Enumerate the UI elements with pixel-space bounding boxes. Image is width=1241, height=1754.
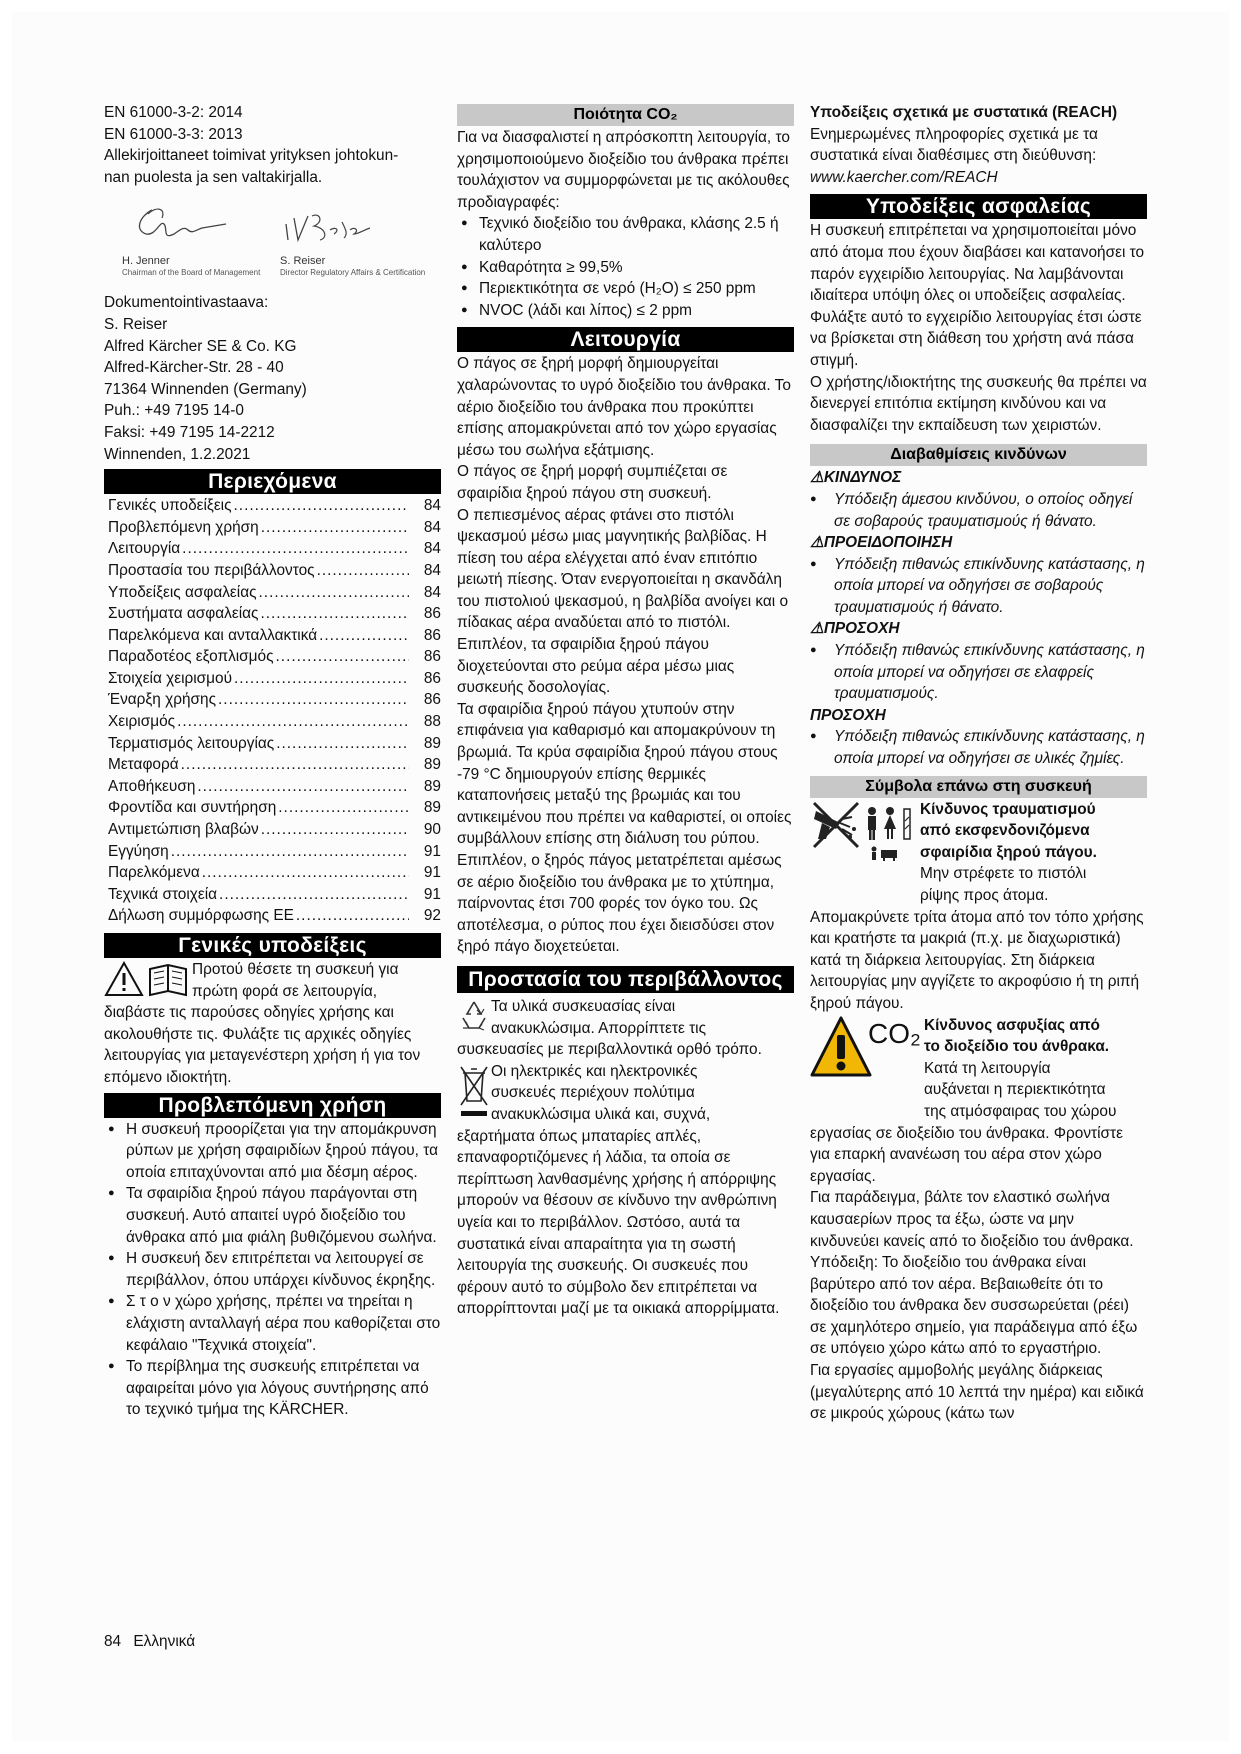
symbol-text-line: Κατά τη λειτουργία	[924, 1059, 1051, 1077]
handwritten-signature-icon	[122, 200, 232, 248]
address-line: Faksi: +49 7195 14-2212	[104, 423, 275, 441]
toc-title: Στοιχεία χειρισμού	[108, 669, 233, 687]
toc-title: Λειτουργία	[108, 540, 181, 558]
toc-entry[interactable]	[104, 560, 441, 582]
section-heading-intended-use: Προβλεπόμενη χρήση	[104, 1093, 441, 1118]
toc-page: 86	[423, 605, 441, 623]
section-heading-co2-quality: Ποιότητα CO₂	[457, 104, 794, 126]
paragraph: εξαρτήματα όπως μπαταρίες απλές, επαναφορτιζόμενες ή λάδια, τα οποία σε περίπτωση λανθασμένης χρήσης ή απόρριψης μπορούν να θέσουν σε κίνδυνο την ανθρώπινη υγεία και το περιβάλλον. Ωστόσο, αυτά τα συστατικά είναι απαραίτητα για τη σωστή λειτουργία της συσκευής. Οι συσκευές που φέρουν αυτό το σύμβολο δεν επιτρέπεται να απορρίπτονται μαζί με τα οικιακά απορρίμματα.	[457, 1127, 780, 1318]
intro-line: EN 61000-3-2: 2014	[104, 104, 243, 121]
toc-page: 84	[423, 518, 441, 536]
recycle-text-line: Τα υλικά συσκευασίας είναι	[491, 997, 676, 1015]
toc-title: Τερματισμός λειτουργίας	[108, 734, 275, 752]
handwritten-signature-icon	[280, 200, 380, 248]
signer-name: H. Jenner	[122, 254, 170, 267]
toc-entry[interactable]	[104, 538, 441, 560]
toc-entry[interactable]	[104, 625, 441, 647]
list-item: ● Περιεκτικότητα σε νερό (H₂O) ≤ 250 ppm	[457, 278, 794, 300]
hazard-level	[810, 532, 1147, 618]
symbol-asphyxiation-warning	[810, 1015, 1147, 1123]
address-line: Dokumentointivastaava:	[104, 294, 269, 312]
toc-page: 89	[423, 799, 441, 817]
list-item: ● Η συσκευή προορίζεται για την απομάκρυνση ρύπων με χρήση σφαιριδίων ξηρού πάγου, τα οποία επιταχύνονται από μια δέσμη αέρος.	[104, 1119, 441, 1184]
co2-warning-pictogram	[810, 1015, 924, 1093]
list-item: ● Τα σφαιρίδια ξηρού πάγου παράγονται στη συσκευή. Αυτό απαιτεί υγρό διοξείδιο του άνθρακα από μια φιάλη βυθιζόμενου σωλήνα.	[104, 1183, 441, 1248]
footer-language: Ελληνικά	[133, 1633, 196, 1650]
toc-entry[interactable]	[104, 776, 441, 798]
toc-page: 86	[423, 669, 441, 687]
hazard-text: ● Υπόδειξη πιθανώς επικίνδυνης κατάστασης, η οποία μπορεί να οδηγήσει σε υλικές ζημίες.	[810, 726, 1147, 769]
address-line: Alfred-Kärcher-Str. 28 - 40	[104, 359, 284, 377]
toc-entry[interactable]	[104, 517, 441, 539]
paragraph: Απομακρύνετε τρίτα άτομα από τον τόπο χρήσης και κρατήστε τα μακριά (π.χ. με διαχωριστικά) κατά τη διάρκεια λειτουργίας. Στη διάρκεια λειτουργίας μην αγγίζετε το ακροφύσιο ή τη ριπή ξηρού πάγου.	[810, 908, 1144, 1012]
toc-page: 86	[423, 691, 441, 709]
toc-entry[interactable]	[104, 862, 441, 884]
section-heading-environment: Προστασία του περιβάλλοντος	[457, 966, 794, 993]
toc-page: 84	[423, 561, 441, 579]
toc-entry[interactable]	[104, 668, 441, 690]
section-heading-device-symbols: Σύμβολα επάνω στη συσκευή	[810, 776, 1147, 798]
toc-page: 84	[423, 540, 441, 558]
warning-triangle-icon: ⚠	[810, 469, 824, 487]
warning-triangle-icon: ⚠	[810, 620, 824, 638]
toc-entry[interactable]	[104, 582, 441, 604]
list-item: ● Καθαρότητα ≥ 99,5%	[457, 257, 794, 279]
list-item: ● Σ τ ο ν χώρο χρήσης, πρέπει να τηρείται η ελάχιστη ανταλλαγή αέρα που καθορίζεται στο κεφάλαιο "Τεχνικά στοιχεία".	[104, 1291, 441, 1356]
toc-entry[interactable]	[104, 646, 441, 668]
hazard-text: ● Υπόδειξη άμεσου κινδύνου, ο οποίος οδηγεί σε σοβαρούς τραυματισμούς ή θάνατο.	[810, 489, 1147, 532]
warning-triangle-icon: ⚠	[810, 534, 824, 552]
symbol-title-line: σφαιρίδια ξηρού πάγου.	[920, 843, 1097, 861]
hazard-text: ● Υπόδειξη πιθανώς επικίνδυνης κατάστασης, η οποία μπορεί να οδηγήσει σε ελαφρείς τραυματισμούς.	[810, 640, 1147, 705]
hazard-level	[810, 618, 1147, 704]
toc-entry[interactable]	[104, 841, 441, 863]
toc-page: 84	[423, 497, 441, 515]
toc-title: Φροντίδα και συντήρηση	[108, 799, 277, 817]
signer-role: Director Regulatory Affairs & Certification	[280, 267, 426, 277]
toc-heading: Περιεχόμενα	[104, 469, 441, 494]
general-text: διαβάστε τις παρούσες οδηγίες χρήσης και ακολουθήστε τις. Φυλάξτε τις αρχικές οδηγίες λειτουργίας για μεταγενέστερη χρήση ή για τον επόμενο ιδιοκτήτη.	[104, 1004, 421, 1086]
intended-use-list	[104, 1119, 441, 1421]
weee-notice	[457, 1061, 794, 1126]
symbol-text-line: ρίψης προς άτομα.	[920, 887, 1049, 904]
paragraph: Για εργασίες αμμοβολής μεγάλης διάρκειας (μεγαλύτερης από 10 λεπτά την ημέρα) και ειδικά σε μικρούς χώρους (κάτω των	[810, 1362, 1144, 1423]
section-heading-hazard-levels: Διαβαθμίσεις κινδύνων	[810, 444, 1147, 466]
weee-text-line: Οι ηλεκτρικές και ηλεκτρονικές	[491, 1062, 698, 1080]
toc-title: Προβλεπόμενη χρήση	[108, 518, 259, 536]
hazard-text: ● Υπόδειξη πιθανώς επικίνδυνης κατάστασης, η οποία μπορεί να οδηγήσει σε σοβαρούς τραυματισμούς ή θάνατο.	[810, 554, 1147, 619]
list-item: ● Το περίβλημα της συσκευής επιτρέπεται να αφαιρείται μόνο για λόγους συντήρησης από το τεχνικό τμήμα της KÄRCHER.	[104, 1356, 441, 1421]
paragraph: Ενημερωμένες πληροφορίες σχετικά με τα συστατικά είναι διαθέσιμες στη διεύθυνση:	[810, 125, 1098, 165]
toc-page: 86	[423, 626, 441, 644]
toc-entry[interactable]	[104, 754, 441, 776]
hazard-label: ΠΡΟΕΙΔΟΠΟΙΗΣΗ	[823, 534, 953, 552]
paragraph: Ο πάγος σε ξηρή μορφή συμπιέζεται σε σφαιρίδια ξηρού πάγου στη συσκευή.	[457, 463, 728, 502]
address-line: Alfred Kärcher SE & Co. KG	[104, 337, 297, 355]
weee-text-line: συσκευές περιέχουν πολύτιμα	[491, 1084, 695, 1102]
general-notice	[104, 959, 441, 1002]
projectile-hazard-pictogram-icon	[810, 799, 920, 863]
recycle-text-line: ανακυκλώσιμα. Απορρίπτετε τις	[491, 1019, 707, 1037]
recycle-notice	[457, 996, 794, 1039]
toc-title: Υποδείξεις ασφαλείας	[108, 583, 257, 601]
toc-title: Χειρισμός	[108, 713, 176, 731]
hazard-level	[810, 705, 1147, 770]
hazard-level	[810, 467, 1147, 532]
section-heading-general: Γενικές υποδείξεις	[104, 933, 441, 958]
paragraph: Για παράδειγμα, βάλτε τον ελαστικό σωλήνα καυσαερίων προς τα έξω, ώστε να μην κινδυνεύει κανείς από το διοξείδιο του άνθρακα.	[810, 1189, 1134, 1250]
toc-title: Προστασία του περιβάλλοντος	[108, 561, 315, 579]
paragraph: συσκευασίες με περιβαλλοντικά ορθό τρόπο.	[457, 1041, 762, 1059]
symbol-projectile-warning	[810, 799, 1147, 907]
toc-title: Δήλωση συμμόρφωσης ΕΕ	[108, 907, 294, 925]
section-heading-operation: Λειτουργία	[457, 327, 794, 352]
list-item: ● Τεχνικό διοξείδιο του άνθρακα, κλάσης 2.5 ή καλύτερο	[457, 213, 794, 256]
symbol-title-line: Κίνδυνος ασφυξίας από	[924, 1016, 1100, 1034]
address-line: 71364 Winnenden (Germany)	[104, 380, 307, 398]
toc-title: Αποθήκευση	[108, 777, 196, 795]
recycle-icon	[457, 996, 491, 1034]
signer-name: S. Reiser	[280, 254, 326, 267]
toc-page: 91	[423, 864, 441, 882]
toc-page: 89	[423, 777, 441, 795]
column-3	[810, 102, 1147, 1425]
toc-page: 90	[423, 821, 441, 839]
symbol-title-line: από εκσφενδονιζόμενα	[920, 822, 1090, 840]
toc-page: 89	[423, 734, 441, 752]
signer-role: Chairman of the Board of Management	[122, 267, 261, 277]
toc-title: Γενικές υποδείξεις	[108, 497, 232, 515]
signatures	[104, 200, 441, 284]
toc-page: 91	[423, 885, 441, 903]
symbol-text-line: Μην στρέφετε το πιστόλι	[920, 865, 1087, 883]
read-manual-warning-icon	[104, 959, 192, 999]
toc-entry[interactable]	[104, 819, 441, 841]
hazard-label: ΠΡΟΣΟΧΗ	[810, 706, 886, 724]
toc-title: Αντιμετώπιση βλαβών	[108, 821, 259, 839]
list-item: ● NVOC (λάδι και λίπος) ≤ 2 ppm	[457, 300, 794, 322]
co2-intro: Για να διασφαλιστεί η απρόσκοπτη λειτουργία, το χρησιμοποιούμενο διοξείδιο του άνθρακα πρέπει τουλάχιστον να συμμορφώνεται με τις ακόλουθες προδιαγραφές:	[457, 129, 790, 211]
intro-line: Allekirjoittaneet toimivat yrityksen johtokun-	[104, 147, 399, 165]
toc-entry[interactable]	[104, 884, 441, 906]
co2-label: CO₂	[868, 1017, 921, 1049]
weee-text-line: ανακυκλώσιμα υλικά και, συχνά,	[491, 1105, 711, 1123]
column-2	[457, 102, 794, 1320]
toc-entry[interactable]	[104, 711, 441, 733]
paragraph: Ο χρήστης/ιδιοκτήτης της συσκευής θα πρέπει να διενεργεί επιτόπια εκτίμηση κινδύνου και να διασφαλίζει την εκπαίδευση των χειριστών.	[810, 373, 1147, 434]
page-footer	[104, 1633, 195, 1651]
toc-entry[interactable]	[104, 797, 441, 819]
table-of-contents	[104, 495, 441, 927]
toc-entry[interactable]	[104, 905, 441, 927]
toc-entry[interactable]	[104, 689, 441, 711]
toc-page: 84	[423, 583, 441, 601]
toc-entry[interactable]	[104, 733, 441, 755]
address-line: Puh.: +49 7195 14-0	[104, 402, 244, 420]
paragraph: εργασίας σε διοξείδιο του άνθρακα. Φροντίστε για επαρκή ανανέωση του αέρα στον χώρο εργασίας.	[810, 1124, 1123, 1185]
reach-link[interactable]: www.kaercher.com/REACH	[810, 168, 998, 186]
symbol-title-line: το διοξείδιο του άνθρακα.	[924, 1038, 1110, 1056]
paragraph: Τα σφαιρίδια ξηρού πάγου χτυπούν στην επιφάνεια για καθαρισμό και απομακρύνουν τη βρωμιά. Τα κρύα σφαιρίδια ξηρού πάγου στους -79 °C δημιουργούν επίσης θερμικές καταπονήσεις μεταξύ της βρωμιάς και του αντικειμένου που πρέπει να καθαριστεί, οι οποίες συμβάλλουν επίσης στη διάλυση του ρύπου. Επιπλέον, ο ξηρός πάγος μετατρέπεται αμέσως σε αέριο διοξείδιο του άνθρακα με το χτύπημα, παίρνοντας έτσι 700 φορές τον όγκο του. Ως αποτέλεσμα, ο ρύπος που έχει διεισδύσει στον ξηρό πάγο διοχετεύεται.	[457, 700, 792, 956]
warning-triangle-icon	[810, 1015, 872, 1079]
intro-line: nan puolesta ja sen valtakirjalla.	[104, 168, 323, 186]
intro-line: EN 61000-3-3: 2013	[104, 125, 243, 143]
toc-title: Τεχνικά στοιχεία	[108, 885, 218, 903]
paragraph: Ο πεπιεσμένος αέρας φτάνει στο πιστόλι ψεκασμού μέσω μιας μαγνητικής βαλβίδας. Η πίεση του αέρα ελέγχεται από έναν επιτόπιο μειωτή πίεσης. Όταν ενεργοποιείται η σκανδάλη του πιστολιού ψεκασμού, η βαλβίδα ανοίγει και ο πίδακας αέρα αναδύεται από το πιστόλι. Επιπλέον, τα σφαιρίδια ξηρού πάγου διοχετεύονται στο ρεύμα αέρα μέσω μιας συσκευής δοσολογίας.	[457, 506, 789, 697]
toc-entry[interactable]	[104, 495, 441, 517]
symbol-text-line: της ατμόσφαιρας του χώρου	[924, 1102, 1117, 1120]
paragraph: Υπόδειξη: Το διοξείδιο του άνθρακα είναι βαρύτερο από τον αέρα. Βεβαιωθείτε ότι το διοξείδιο του άνθρακα δεν συσσωρεύεται (ρέει) σε χαμηλότερο σημείο, για παράδειγμα από έξω σε υπόγειο χώρο κάτω από το εργαστήριο.	[810, 1254, 1138, 1358]
toc-title: Έναρξη χρήσης	[108, 691, 217, 709]
section-heading-safety: Υποδείξεις ασφαλείας	[810, 194, 1147, 219]
toc-title: Παρελκόμενα και ανταλλακτικά	[108, 626, 318, 644]
address-line: Winnenden, 1.2.2021	[104, 445, 251, 463]
page-number: 84	[104, 1633, 122, 1650]
paragraph: Η συσκευή επιτρέπεται να χρησιμοποιείται μόνο από άτομα που έχουν διαβάσει και κατανοήσει το παρόν εγχειρίδιο λειτουργίας. Να λαμβάνονται ιδιαίτερα υπόψη όλες οι υποδείξεις ασφαλείας. Φυλάξτε αυτό το εγχειρίδιο λειτουργίας έτσι ώστε να βρίσκεται στη διάθεση του χρήστη ανά πάσα στιγμή.	[810, 222, 1145, 369]
general-text-line: Προτού θέσετε τη συσκευή για	[192, 961, 399, 978]
paragraph: Ο πάγος σε ξηρή μορφή δημιουργείται χαλαρώνοντας το υγρό διοξείδιο του άνθρακα. Το αέριο διοξείδιο του άνθρακα που προκύπτει επίσης απομακρύνεται από τον χώρο εργασίας μέσω του σωλήνα εξάτμισης.	[457, 355, 791, 459]
toc-page: 89	[423, 756, 441, 774]
hazard-label: ΚΙΝΔΥΝΟΣ	[823, 469, 902, 487]
column-1	[104, 102, 441, 1421]
symbol-text-line: αυξάνεται η περιεκτικότητα	[924, 1081, 1106, 1099]
signature-reiser	[280, 200, 425, 278]
symbol-title-line: Κίνδυνος τραυματισμού	[920, 800, 1096, 818]
toc-entry[interactable]	[104, 603, 441, 625]
toc-title: Παρελκόμενα	[108, 864, 200, 882]
address-line: S. Reiser	[104, 315, 168, 333]
toc-page: 91	[423, 842, 441, 860]
toc-title: Παραδοτέος εξοπλισμός	[108, 648, 274, 666]
general-text-line: πρώτη φορά σε λειτουργία,	[192, 982, 378, 1000]
reach-heading: Υποδείξεις σχετικά με συστατικά (REACH)	[810, 104, 1118, 121]
crossed-out-bin-icon	[457, 1061, 491, 1121]
hazard-label: ΠΡΟΣΟΧΗ	[823, 620, 900, 638]
toc-title: Συστήματα ασφαλείας	[108, 605, 259, 623]
toc-page: 88	[423, 713, 441, 731]
toc-page: 86	[423, 648, 441, 666]
toc-title: Εγγύηση	[108, 842, 169, 860]
toc-page: 92	[423, 907, 441, 925]
toc-title: Μεταφορά	[108, 756, 179, 774]
list-item: ● Η συσκευή δεν επιτρέπεται να λειτουργεί σε περιβάλλον, όπου υπάρχει κίνδυνος έκρηξης.	[104, 1248, 441, 1291]
signature-jenner	[122, 200, 260, 278]
